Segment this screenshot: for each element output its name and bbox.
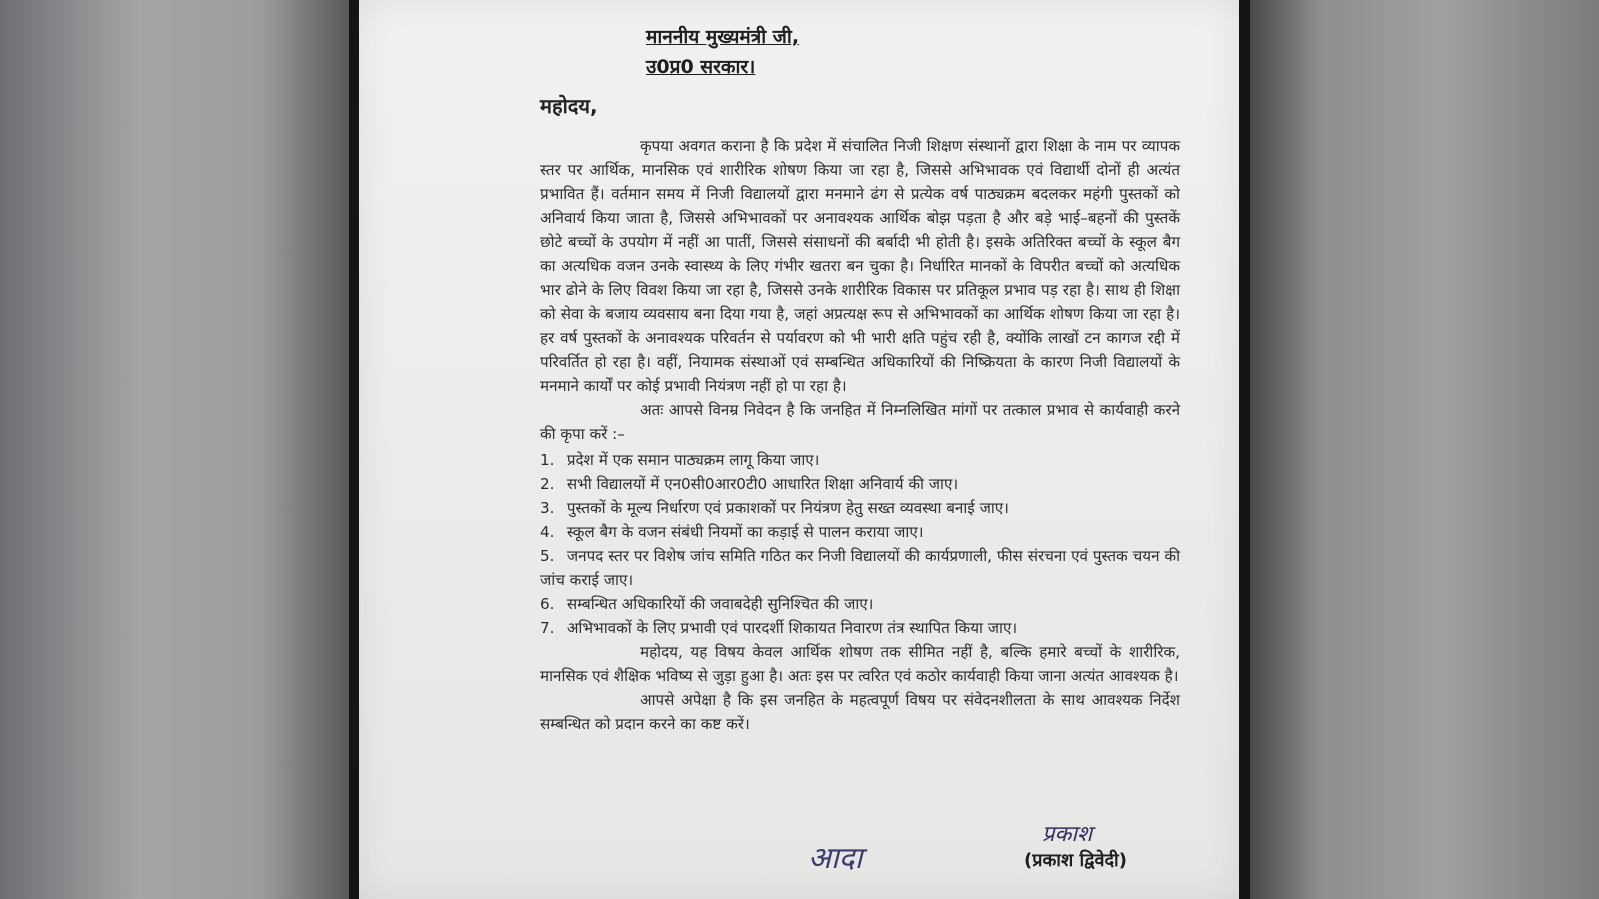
addressee-block xyxy=(646,22,799,82)
demand-item: 6. सम्बन्धित अधिकारियों की जवाबदेही सुनिश्चित की जाए। xyxy=(540,595,874,613)
blurred-right-margin xyxy=(1250,0,1599,899)
demand-item: 3. पुस्तकों के मूल्य निर्धारण एवं प्रकाशकों पर नियंत्रण हेतु सख्त व्यवस्था बनाई जाए। xyxy=(540,499,1009,517)
addressee-line-2: उ0प्र0 सरकार। xyxy=(646,56,756,78)
paragraph-complaint: कृपया अवगत कराना है कि प्रदेश में संचालित निजी शिक्षण संस्थानों द्वारा शिक्षा के नाम पर व्यापक स्तर पर आर्थिक, मानसिक एवं शारीरिक शोषण किया जा रहा है, जिससे अभिभावक एवं विद्यार्थी दोनों ही अत्यंत प्रभावित हैं। वर्तमान समय में निजी विद्यालयों द्वारा मनमाने ढंग से प्रत्येक वर्ष पाठ्यक्रम बदलकर महंगी पुस्तकों को अनिवार्य किया जाता है, जिससे अभिभावकों पर अनावश्यक आर्थिक बोझ पड़ता है और बड़े भाई–बहनों की पुस्तकें छोटे बच्चों के उपयोग में नहीं आ पातीं, जिससे संसाधनों की बर्बादी भी होती है। इसके अतिरिक्त बच्चों के स्कूल बैग का अत्यधिक वजन उनके स्वास्थ्य के लिए गंभीर खतरा बन चुका है। निर्धारित मानकों के विपरीत बच्चों को अत्यधिक भार ढोने के लिए विवश किया जा रहा है, जिससे उनके शारीरिक विकास पर प्रतिकूल प्रभाव पड़ रहा है। साथ ही शिक्षा को सेवा के बजाय व्यवसाय बना दिया गया है, जहां अप्रत्यक्ष रूप से अभिभावकों का आर्थिक शोषण किया जा रहा है। हर वर्ष पुस्तकों के अनावश्यक परिवर्तन से पर्यावरण को भी भारी क्षति पहुंच रही है, क्योंकि लाखों टन कागज रद्दी में परिवर्तित हो रहा है। वहीं, नियामक संस्थाओं एवं सम्बन्धित अधिकारियों की निष्क्रियता के कारण निजी विद्यालयों के मनमाने कार्यों पर कोई प्रभावी नियंत्रण नहीं हो पा रहा है। xyxy=(540,137,1180,395)
handwritten-initial: आदा xyxy=(808,841,863,876)
demand-item: 5. जनपद स्तर पर विशेष जांच समिति गठित कर निजी विद्यालयों की कार्यप्रणाली, फीस संरचना एवं पुस्तक चयन की जांच कराई जाए। xyxy=(540,547,1180,589)
handwritten-signature: प्रकाश xyxy=(1042,822,1093,847)
letter-body xyxy=(540,134,1180,736)
demand-item: 2. सभी विद्यालयों में एन0सी0आर0टी0 आधारित शिक्षा अनिवार्य की जाए। xyxy=(540,475,959,493)
paragraph-expectation: आपसे अपेक्षा है कि इस जनहित के महत्वपूर्ण विषय पर संवेदनशीलता के साथ आवश्यक निर्देश सम्बन्धित को प्रदान करने का कष्ट करें। xyxy=(540,691,1180,733)
demand-item: 7. अभिभावकों के लिए प्रभावी एवं पारदर्शी शिकायत निवारण तंत्र स्थापित किया जाए। xyxy=(540,619,1018,637)
demand-item: 4. स्कूल बैग के वजन संबंधी नियमों का कड़ाई से पालन कराया जाए। xyxy=(540,523,924,541)
demands-list xyxy=(540,448,1180,640)
addressee-line-1: माननीय मुख्यमंत्री जी, xyxy=(646,26,800,48)
salutation: महोदय, xyxy=(540,94,598,118)
paragraph-urgency: महोदय, यह विषय केवल आर्थिक शोषण तक सीमित नहीं है, बल्कि हमारे बच्चों के शारीरिक, मानसिक एवं शैक्षिक भविष्य से जुड़ा हुआ है। अतः इस पर त्वरित एवं कठोर कार्यवाही किया जाना अत्यंत आवश्यक है। xyxy=(540,643,1180,685)
sender-name: (प्रकाश द्विवेदी) xyxy=(1024,850,1127,871)
demand-item: 1. प्रदेश में एक समान पाठ्यक्रम लागू किया जाए। xyxy=(540,451,820,469)
paragraph-request: अतः आपसे विनम्र निवेदन है कि जनहित में निम्नलिखित मांगों पर तत्काल प्रभाव से कार्यवाही करने की कृपा करें :– xyxy=(540,401,1180,443)
blurred-left-margin xyxy=(0,0,349,899)
